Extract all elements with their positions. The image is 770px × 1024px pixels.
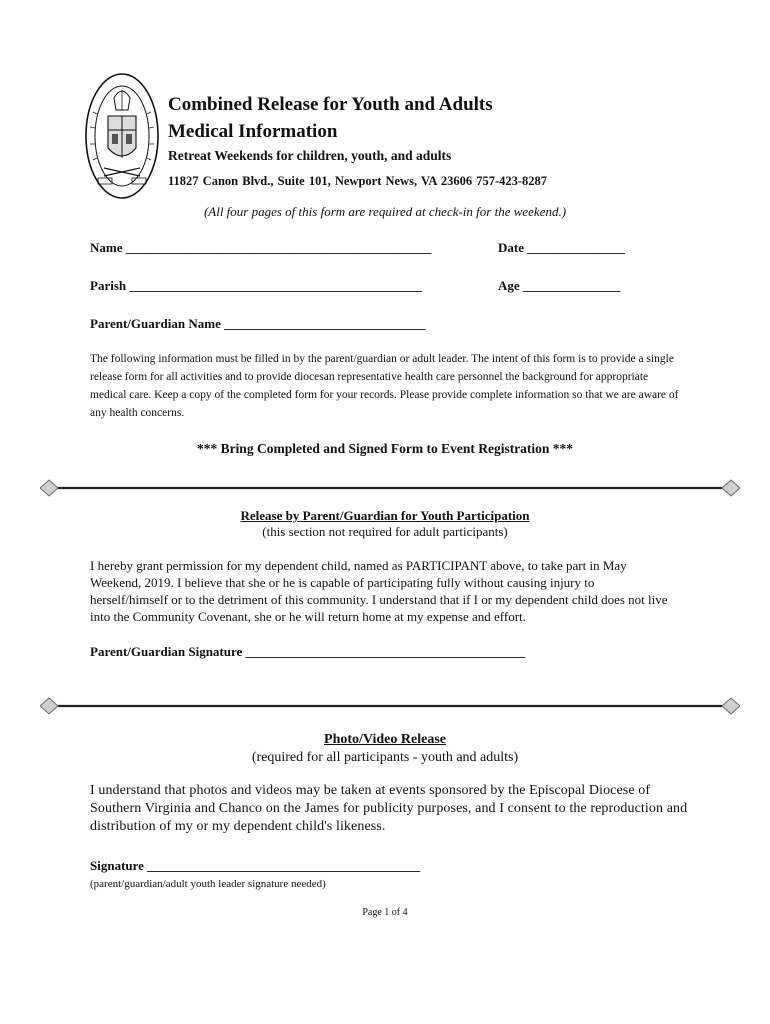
required-pages-note: (All four pages of this form are required at check-in for the weekend.) [203,204,567,219]
youth-release-subtitle: (this section not required for adult participants) [262,524,508,539]
youth-release-paragraph: I hereby grant permission for my dependent child, named as PARTICIPANT above, to take part in May Weekend, 2019. I believe that she or he is capable of participating fully without causing injury to herself/himself or to the detriment of this community. I understand that if I or my dependent child does not live into the Community Covenant, she or he will return home at my expense and effort. [90,558,668,624]
form-title-line2: Medical Information [168,121,338,142]
photo-release-paragraph: I understand that photos and videos may be taken at events sponsored by the Episcopal Diocese of Southern Virginia and Chanco on the James for publicity purposes, and I consent to the reproduction and distribution of my or my dependent child's likeness. [90,783,688,834]
photo-signature-field[interactable]: Signature __________________________________________ [90,858,421,873]
form-title-line1: Combined Release for Youth and Adults [168,94,493,115]
section-divider [40,479,740,497]
intro-paragraph: The following information must be filled in by the parent/guardian or adult leader. The intent of this form is to provide a single release form for all activities and to provide diocesan representative health care personnel the background for appropriate medical care. Keep a copy of the completed form for your records. Please provide complete information so that we are aware of any health concerns. [90,353,679,419]
diocese-seal-logo [84,72,160,200]
name-field[interactable]: Name _______________________________________________ [90,240,432,255]
photo-release-title: Photo/Video Release [324,732,446,747]
signature-note: (parent/guardian/adult youth leader signature needed) [90,878,326,890]
age-field[interactable]: Age _______________ [498,278,621,293]
page-number: Page 1 of 4 [362,907,408,918]
date-field[interactable]: Date _______________ [498,240,625,255]
section-divider [40,697,740,715]
parish-field[interactable]: Parish _____________________________________________ [90,278,422,293]
guardian-name-field[interactable]: Parent/Guardian Name _______________________________ [90,316,426,331]
guardian-signature-field[interactable]: Parent/Guardian Signature ___________________________________________ [90,644,526,659]
address-line: 11827 Canon Blvd., Suite 101, Newport News, VA 23606 757-423-8287 [168,174,548,188]
photo-release-subtitle: (required for all participants - youth and adults) [251,750,519,765]
form-subtitle: Retreat Weekends for children, youth, and adults [168,148,452,163]
bring-form-notice: *** Bring Completed and Signed Form to Event Registration *** [196,441,574,456]
youth-release-title: Release by Parent/Guardian for Youth Participation [240,508,530,523]
